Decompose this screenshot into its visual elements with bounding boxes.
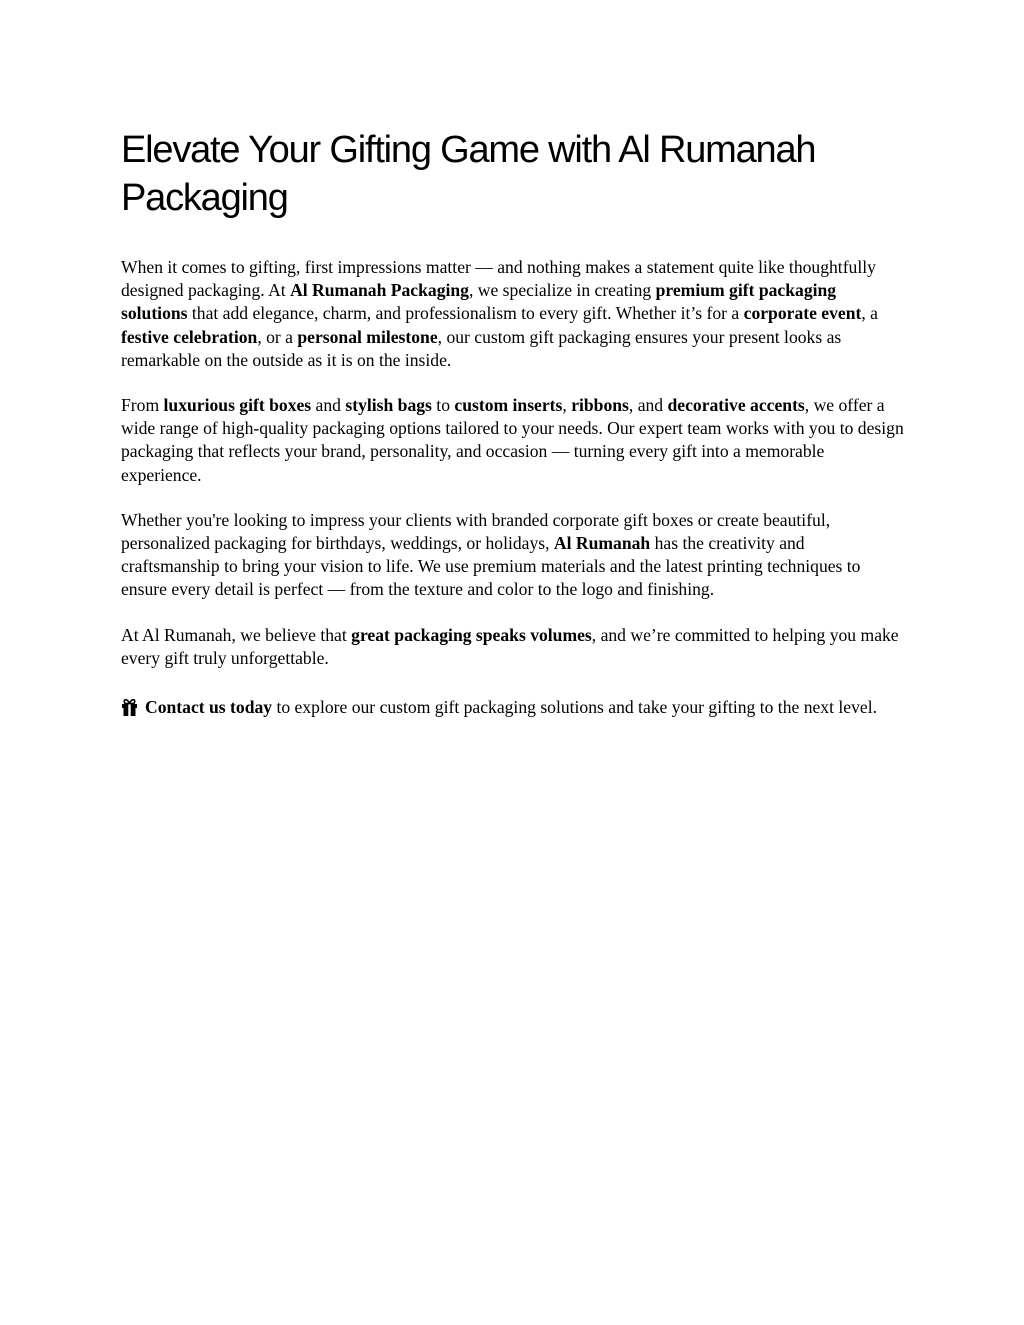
bold-text: premium gift packaging solutions — [121, 280, 837, 324]
bold-text: stylish bags — [345, 395, 432, 416]
body-text: , and we’re committed to helping you make every gift truly unforgettable. — [121, 624, 899, 668]
contact-cta-text — [145, 697, 877, 717]
body-text: When it comes to gifting, first impressions matter — and nothing makes a statement quite like thoughtfully designed packaging. At — [121, 257, 876, 301]
bold-text: Al Rumanah — [553, 533, 651, 554]
body-text: , or a — [257, 326, 298, 347]
bold-text: great packaging speaks volumes — [351, 624, 592, 645]
document-page — [121, 126, 906, 741]
document-title: Elevate Your Gifting Game with Al Rumanah Packaging — [121, 129, 816, 219]
body-text: , and — [628, 395, 668, 416]
paragraph — [121, 394, 906, 487]
body-text: to — [431, 395, 455, 416]
body-text: , we offer a wide range of high-quality packaging options tailored to your needs. Our expert team works with you to design packaging that reflects your brand, personality, and occasion — turning every gift into a memorable experience. — [121, 395, 904, 485]
body-text: , a — [861, 303, 878, 324]
bold-text: festive celebration — [121, 326, 258, 347]
bold-text: decorative accents — [667, 395, 805, 416]
bold-text: Contact us today — [145, 697, 273, 718]
body-text: At Al Rumanah, we believe that — [121, 624, 352, 645]
body-text: that add elegance, charm, and professionalism to every gift. Whether it’s for a — [187, 303, 744, 324]
body-text: Whether you're looking to impress your clients with branded corporate gift boxes or create beautiful, personalized packaging for birthdays, weddings, or holidays, — [121, 509, 831, 554]
body-text: has the creativity and craftsmanship to bring your vision to life. We use premium materials and the latest printing techniques to ensure every detail is perfect — from the texture and color to the logo and finishing. — [121, 533, 861, 600]
bold-text: Al Rumanah Packaging — [290, 280, 469, 301]
paragraph — [121, 256, 906, 372]
bold-text: ribbons — [571, 395, 629, 416]
bold-text: corporate event — [743, 303, 862, 324]
body-text: , we specialize in creating — [468, 280, 656, 301]
paragraph — [121, 509, 906, 602]
contact-cta — [121, 696, 906, 719]
bold-text: custom inserts — [454, 395, 563, 416]
gift-icon — [121, 697, 138, 716]
paragraph — [121, 624, 906, 670]
body-text: , our custom gift packaging ensures your present looks as remarkable on the outside as it is on the inside. — [121, 326, 842, 370]
document-body — [121, 256, 906, 670]
body-text: to explore our custom gift packaging solutions and take your gifting to the next level. — [272, 697, 877, 718]
body-text: , — [562, 395, 572, 416]
bold-text: luxurious gift boxes — [163, 395, 312, 416]
body-text: From — [121, 395, 164, 416]
body-text: and — [311, 395, 346, 416]
bold-text: personal milestone — [297, 326, 438, 347]
